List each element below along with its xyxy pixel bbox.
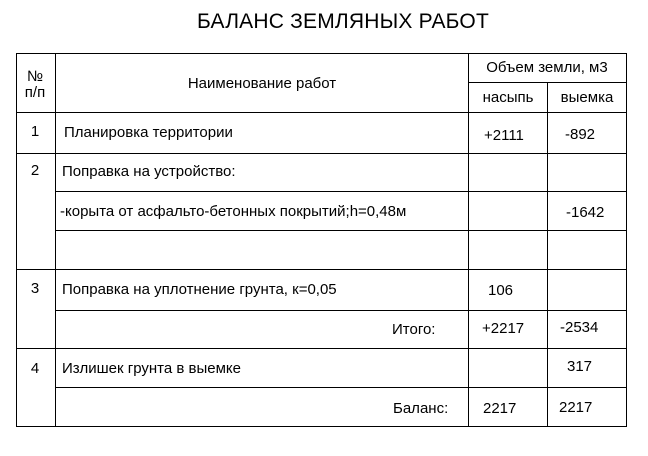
row-fill: +2111 (484, 127, 524, 144)
header-num-line1: № (26, 68, 44, 85)
header-name: Наименование работ (187, 75, 337, 92)
row-name: Поправка на уплотнение грунта, к=0,05 (62, 281, 337, 298)
row-fill: 106 (488, 282, 514, 299)
balance-cut: 2217 (559, 399, 593, 416)
page-title: БАЛАНС ЗЕМЛЯНЫХ РАБОТ (197, 10, 489, 33)
balance-label: Баланс: (393, 400, 449, 417)
row-name: Излишек грунта в выемке (62, 360, 241, 377)
row-cut: -892 (565, 126, 596, 143)
num-column-divider (55, 53, 56, 427)
row-line (16, 153, 627, 154)
row-line (16, 269, 627, 270)
header-fill: насыпь (482, 89, 534, 106)
row-name: Планировка территории (64, 124, 233, 141)
total-label: Итого: (392, 321, 436, 338)
row-line (55, 191, 627, 192)
table-border-bottom (16, 426, 627, 427)
row-name: -корыта от асфальто-бетонных покрытий;h=0,48м (60, 203, 407, 220)
cut-column-divider (547, 82, 548, 427)
header-num-line2: п/п (24, 84, 46, 101)
balance-fill: 2217 (483, 400, 517, 417)
table-border-top (16, 53, 627, 54)
row-line (55, 387, 627, 388)
fill-column-divider (468, 53, 469, 427)
row-num: 1 (30, 123, 40, 140)
row-cut: -1642 (566, 204, 605, 221)
row-line (55, 230, 627, 231)
row-num: 4 (30, 360, 40, 377)
row-num: 3 (30, 280, 40, 297)
total-fill: +2217 (482, 320, 525, 337)
header-bottom-line (16, 112, 627, 113)
row-line (16, 348, 627, 349)
table-border-right (626, 53, 627, 427)
row-line (55, 310, 627, 311)
header-volume: Объем земли, м3 (486, 59, 608, 76)
row-num: 2 (30, 162, 40, 179)
header-cut: выемка (560, 89, 614, 106)
row-name: Поправка на устройство: (62, 163, 236, 180)
total-cut: -2534 (560, 319, 599, 336)
row-cut: 317 (567, 358, 593, 375)
